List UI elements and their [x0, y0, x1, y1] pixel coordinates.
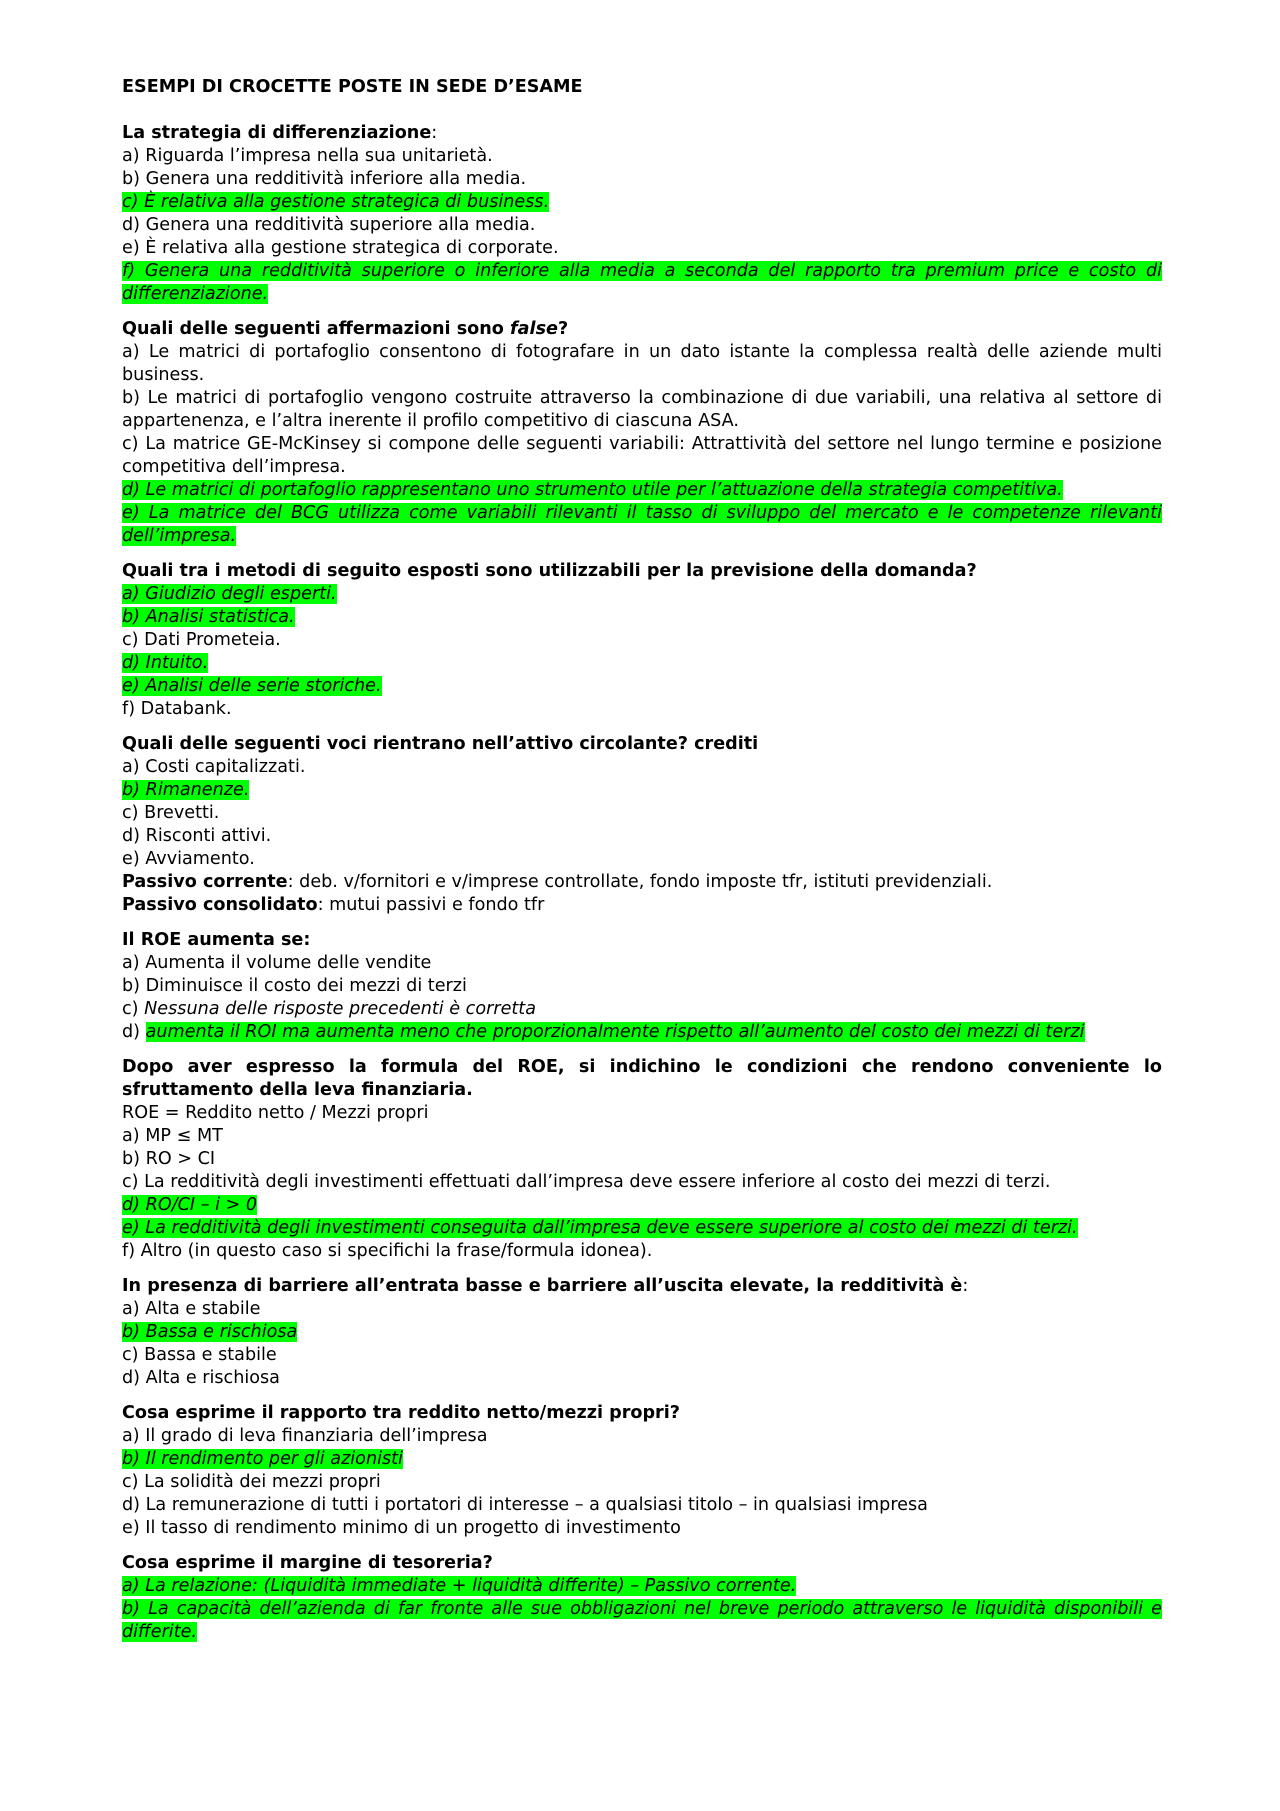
question-7-option-c: c) Bassa e stabile	[122, 1345, 277, 1365]
question-2-title-post: ?	[557, 319, 569, 339]
question-8-option-a: a) Il grado di leva finanziaria dell’impresa	[122, 1426, 488, 1446]
question-6-option-b: b) RO > CI	[122, 1149, 216, 1169]
question-2-title	[122, 318, 1162, 341]
question-3-title: Quali tra i metodi di seguito esposti sono utilizzabili per la previsione della domanda?	[122, 561, 977, 581]
question-2-title-emphasis: false	[510, 319, 558, 339]
document-title: ESEMPI DI CROCETTE POSTE IN SEDE D’ESAME	[122, 77, 583, 97]
question-7-option-b-correct: b) Bassa e rischiosa	[122, 1322, 298, 1342]
question-2-option-c: c) La matrice GE-McKinsey si compone delle seguenti variabili: Attrattività del settore nel lungo termine e posizione competitiva dell’impresa.	[122, 434, 1162, 477]
question-1	[122, 122, 1162, 306]
note-label: Passivo consolidato	[122, 895, 318, 915]
question-5	[122, 929, 1162, 1044]
question-8-option-b-correct: b) Il rendimento per gli azionisti	[122, 1449, 403, 1469]
question-5-option-c	[122, 998, 1162, 1021]
question-3-option-b-correct: b) Analisi statistica.	[122, 607, 295, 627]
question-4	[122, 733, 1162, 917]
question-4-title: Quali delle seguenti voci rientrano nell’attivo circolante? crediti	[122, 734, 759, 754]
question-5-option-d-correct: aumenta il ROI ma aumenta meno che proporzionalmente rispetto all’aumento del costo dei mezzi di terzi	[145, 1022, 1085, 1042]
question-8-option-c: c) La solidità dei mezzi propri	[122, 1472, 381, 1492]
question-3-option-a-correct: a) Giudizio degli esperti.	[122, 584, 337, 604]
question-3-option-e-correct: e) Analisi delle serie storiche.	[122, 676, 382, 696]
question-1-title-text: La strategia di differenziazione	[122, 123, 432, 143]
note-text: : deb. v/fornitori e v/imprese controllate, fondo imposte tfr, istituti previdenziali.	[287, 872, 993, 892]
option-text: Nessuna delle risposte precedenti è corretta	[144, 999, 536, 1019]
question-3-option-c: c) Dati Prometeia.	[122, 630, 281, 650]
question-4-option-e: e) Avviamento.	[122, 849, 255, 869]
question-6-option-a: a) MP ≤ MT	[122, 1126, 223, 1146]
option-prefix: c)	[122, 999, 145, 1019]
question-5-title: Il ROE aumenta se:	[122, 930, 311, 950]
question-7-title	[122, 1275, 1162, 1298]
question-7-title-text: In presenza di barriere all’entrata basse e barriere all’uscita elevate, la redditività è	[122, 1276, 963, 1296]
question-6-option-c: c) La redditività degli investimenti effettuati dall’impresa deve essere inferiore al costo dei mezzi di terzi.	[122, 1172, 1051, 1192]
question-7-option-d: d) Alta e rischiosa	[122, 1368, 280, 1388]
question-4-option-c: c) Brevetti.	[122, 803, 220, 823]
question-2-option-d-correct: d) Le matrici di portafoglio rappresentano uno strumento utile per l’attuazione della strategia competitiva.	[122, 480, 1063, 500]
option-prefix: d)	[122, 1022, 146, 1042]
question-1-option-c-correct: c) È relativa alla gestione strategica di business.	[122, 192, 550, 212]
question-6-option-d-correct: d) RO/CI – i > 0	[122, 1195, 258, 1215]
question-6-title: Dopo aver espresso la formula del ROE, si indichino le condizioni che rendono conveniente lo sfruttamento della leva finanziaria.	[122, 1057, 1162, 1100]
question-5-option-a: a) Aumenta il volume delle vendite	[122, 953, 432, 973]
question-2-option-b: b) Le matrici di portafoglio vengono costruite attraverso la combinazione di due variabili, una relativa al settore di appartenenza, e l’altra inerente il profilo competitivo di ciascuna ASA.	[122, 388, 1162, 431]
question-1-option-a: a) Riguarda l’impresa nella sua unitarietà.	[122, 146, 493, 166]
note-text: : mutui passivi e fondo tfr	[317, 895, 545, 915]
question-5-option-b: b) Diminuisce il costo dei mezzi di terzi	[122, 976, 467, 996]
question-9-option-a-correct: a) La relazione: (Liquidità immediate + liquidità differite) – Passivo corrente.	[122, 1576, 797, 1596]
question-8-option-d: d) La remunerazione di tutti i portatori di interesse – a qualsiasi titolo – in qualsiasi impresa	[122, 1495, 928, 1515]
question-4-option-a: a) Costi capitalizzati.	[122, 757, 306, 777]
question-2-title-pre: Quali delle seguenti affermazioni sono	[122, 319, 511, 339]
question-8-title: Cosa esprime il rapporto tra reddito netto/mezzi propri?	[122, 1403, 680, 1423]
question-1-title-suffix: :	[431, 123, 438, 143]
question-7-option-a: a) Alta e stabile	[122, 1299, 261, 1319]
question-1-option-f-correct: f) Genera una redditività superiore o inferiore alla media a seconda del rapporto tra premium price e costo di differenziazione.	[122, 261, 1162, 304]
question-8	[122, 1402, 1162, 1540]
question-7	[122, 1275, 1162, 1390]
question-9-option-b-correct: b) La capacità dell’azienda di far fronte alle sue obbligazioni nel breve periodo attraverso le liquidità disponibili e differite.	[122, 1599, 1162, 1642]
question-6-option-f: f) Altro (in questo caso si specifichi la frase/formula idonea).	[122, 1241, 653, 1261]
question-6	[122, 1056, 1162, 1263]
question-6-option-e-correct: e) La redditività degli investimenti conseguita dall’impresa deve essere superiore al costo dei mezzi di terzi.	[122, 1218, 1078, 1238]
question-9	[122, 1552, 1162, 1644]
question-4-note-passivo-corrente	[122, 871, 1162, 894]
question-3	[122, 560, 1162, 721]
question-1-option-b: b) Genera una redditività inferiore alla media.	[122, 169, 527, 189]
question-7-title-suffix: :	[962, 1276, 969, 1296]
question-2	[122, 318, 1162, 548]
question-2-option-a: a) Le matrici di portafoglio consentono di fotografare in un dato istante la complessa realtà delle aziende multi business.	[122, 342, 1162, 385]
question-4-option-d: d) Risconti attivi.	[122, 826, 272, 846]
question-3-option-d-correct: d) Intuito.	[122, 653, 209, 673]
question-4-option-b-correct: b) Rimanenze.	[122, 780, 250, 800]
question-9-title: Cosa esprime il margine di tesoreria?	[122, 1553, 493, 1573]
question-1-option-d: d) Genera una redditività superiore alla media.	[122, 215, 536, 235]
question-2-option-e-correct: e) La matrice del BCG utilizza come variabili rilevanti il tasso di sviluppo del mercato e le competenze rilevanti dell’impresa.	[122, 503, 1162, 546]
question-8-option-e: e) Il tasso di rendimento minimo di un progetto di investimento	[122, 1518, 681, 1538]
question-6-formula: ROE = Reddito netto / Mezzi propri	[122, 1103, 429, 1123]
question-1-title	[122, 122, 1162, 145]
note-label: Passivo corrente	[122, 872, 288, 892]
question-4-note-passivo-consolidato	[122, 894, 1162, 917]
question-3-option-f: f) Databank.	[122, 699, 232, 719]
question-5-option-d	[122, 1021, 1162, 1044]
question-1-option-e: e) È relativa alla gestione strategica di corporate.	[122, 238, 559, 258]
